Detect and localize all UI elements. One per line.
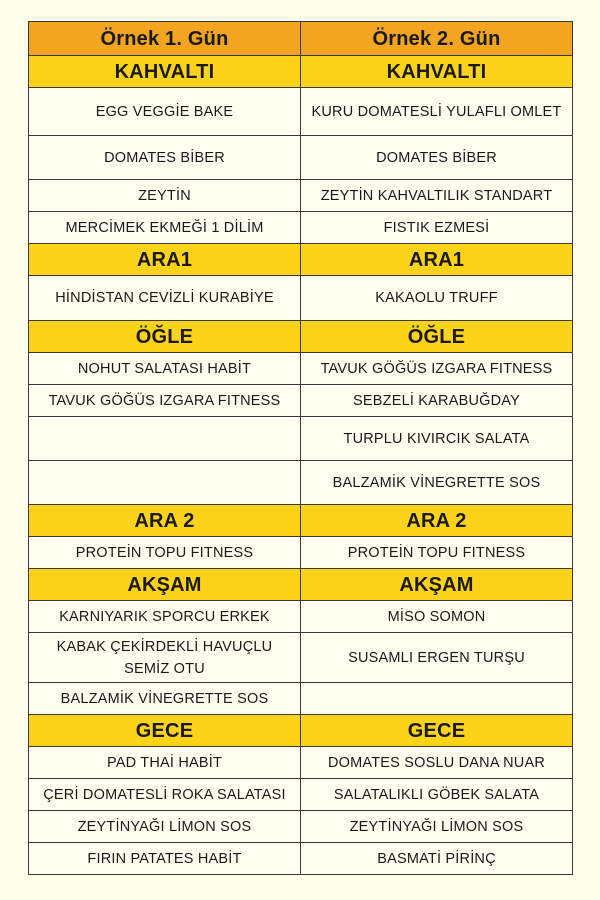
section-title-day2: ÖĞLE [301, 321, 573, 353]
day1-item: FIRIN PATATES HABİT [29, 843, 301, 875]
day2-item: PROTEİN TOPU FITNESS [301, 537, 573, 569]
day2-item: DOMATES BİBER [301, 136, 573, 180]
day2-item: KAKAOLU TRUFF [301, 276, 573, 321]
day2-item: ZEYTİN KAHVALTILIK STANDART [301, 180, 573, 212]
section-title-day1: AKŞAM [29, 569, 301, 601]
table-row [29, 683, 573, 715]
section-row-aksam [29, 569, 573, 601]
table-row [29, 843, 573, 875]
day2-item: BALZAMİK VİNEGRETTE SOS [301, 461, 573, 505]
section-row-kahvalti [29, 56, 573, 88]
table-row [29, 212, 573, 244]
day2-item: SALATALIKLI GÖBEK SALATA [301, 779, 573, 811]
section-title-day1: ARA1 [29, 244, 301, 276]
day1-item: ZEYTİN [29, 180, 301, 212]
meal-plan-table [28, 21, 573, 875]
day2-item: TAVUK GÖĞÜS IZGARA FITNESS [301, 353, 573, 385]
section-row-ara1 [29, 244, 573, 276]
table-row [29, 461, 573, 505]
day1-item: PROTEİN TOPU FITNESS [29, 537, 301, 569]
table-row [29, 276, 573, 321]
day1-item: MERCİMEK EKMEĞİ 1 DİLİM [29, 212, 301, 244]
day1-item: EGG VEGGİE BAKE [29, 88, 301, 136]
day1-item [29, 461, 301, 505]
table-row [29, 633, 573, 683]
section-row-ogle [29, 321, 573, 353]
table-row [29, 417, 573, 461]
table-row [29, 136, 573, 180]
meal-plan-body [29, 22, 573, 875]
section-title-day2: KAHVALTI [301, 56, 573, 88]
table-row [29, 385, 573, 417]
day2-header: Örnek 2. Gün [301, 22, 573, 56]
section-title-day1: ARA 2 [29, 505, 301, 537]
day2-item: FISTIK EZMESİ [301, 212, 573, 244]
day2-item: MİSO SOMON [301, 601, 573, 633]
day2-item: SEBZELİ KARABUĞDAY [301, 385, 573, 417]
header-row [29, 22, 573, 56]
section-title-day2: ARA 2 [301, 505, 573, 537]
day1-item [29, 417, 301, 461]
day1-item: ZEYTİNYAĞI LİMON SOS [29, 811, 301, 843]
day1-item: TAVUK GÖĞÜS IZGARA FITNESS [29, 385, 301, 417]
day2-item: DOMATES SOSLU DANA NUAR [301, 747, 573, 779]
section-row-ara2 [29, 505, 573, 537]
day1-item: PAD THAİ HABİT [29, 747, 301, 779]
section-title-day2: GECE [301, 715, 573, 747]
table-row [29, 88, 573, 136]
day1-item: DOMATES BİBER [29, 136, 301, 180]
section-title-day2: AKŞAM [301, 569, 573, 601]
section-title-day1: ÖĞLE [29, 321, 301, 353]
section-title-day2: ARA1 [301, 244, 573, 276]
day1-item: BALZAMİK VİNEGRETTE SOS [29, 683, 301, 715]
day1-item: NOHUT SALATASI HABİT [29, 353, 301, 385]
day2-item: TURPLU KIVIRCIK SALATA [301, 417, 573, 461]
day1-item: KARNIYARIK SPORCU ERKEK [29, 601, 301, 633]
day2-item: ZEYTİNYAĞI LİMON SOS [301, 811, 573, 843]
day1-item: KABAK ÇEKİRDEKLİ HAVUÇLU SEMİZ OTU [29, 633, 301, 683]
table-row [29, 353, 573, 385]
day2-item: KURU DOMATESLİ YULAFLI OMLET [301, 88, 573, 136]
day1-item: HİNDİSTAN CEVİZLİ KURABİYE [29, 276, 301, 321]
day2-item: BASMATİ PİRİNÇ [301, 843, 573, 875]
day2-item [301, 683, 573, 715]
section-row-gece [29, 715, 573, 747]
day1-item: ÇERİ DOMATESLİ ROKA SALATASI [29, 779, 301, 811]
table-row [29, 779, 573, 811]
table-row [29, 811, 573, 843]
day2-item: SUSAMLI ERGEN TURŞU [301, 633, 573, 683]
table-row [29, 180, 573, 212]
table-row [29, 747, 573, 779]
section-title-day1: KAHVALTI [29, 56, 301, 88]
table-row [29, 601, 573, 633]
section-title-day1: GECE [29, 715, 301, 747]
table-row [29, 537, 573, 569]
day1-header: Örnek 1. Gün [29, 22, 301, 56]
